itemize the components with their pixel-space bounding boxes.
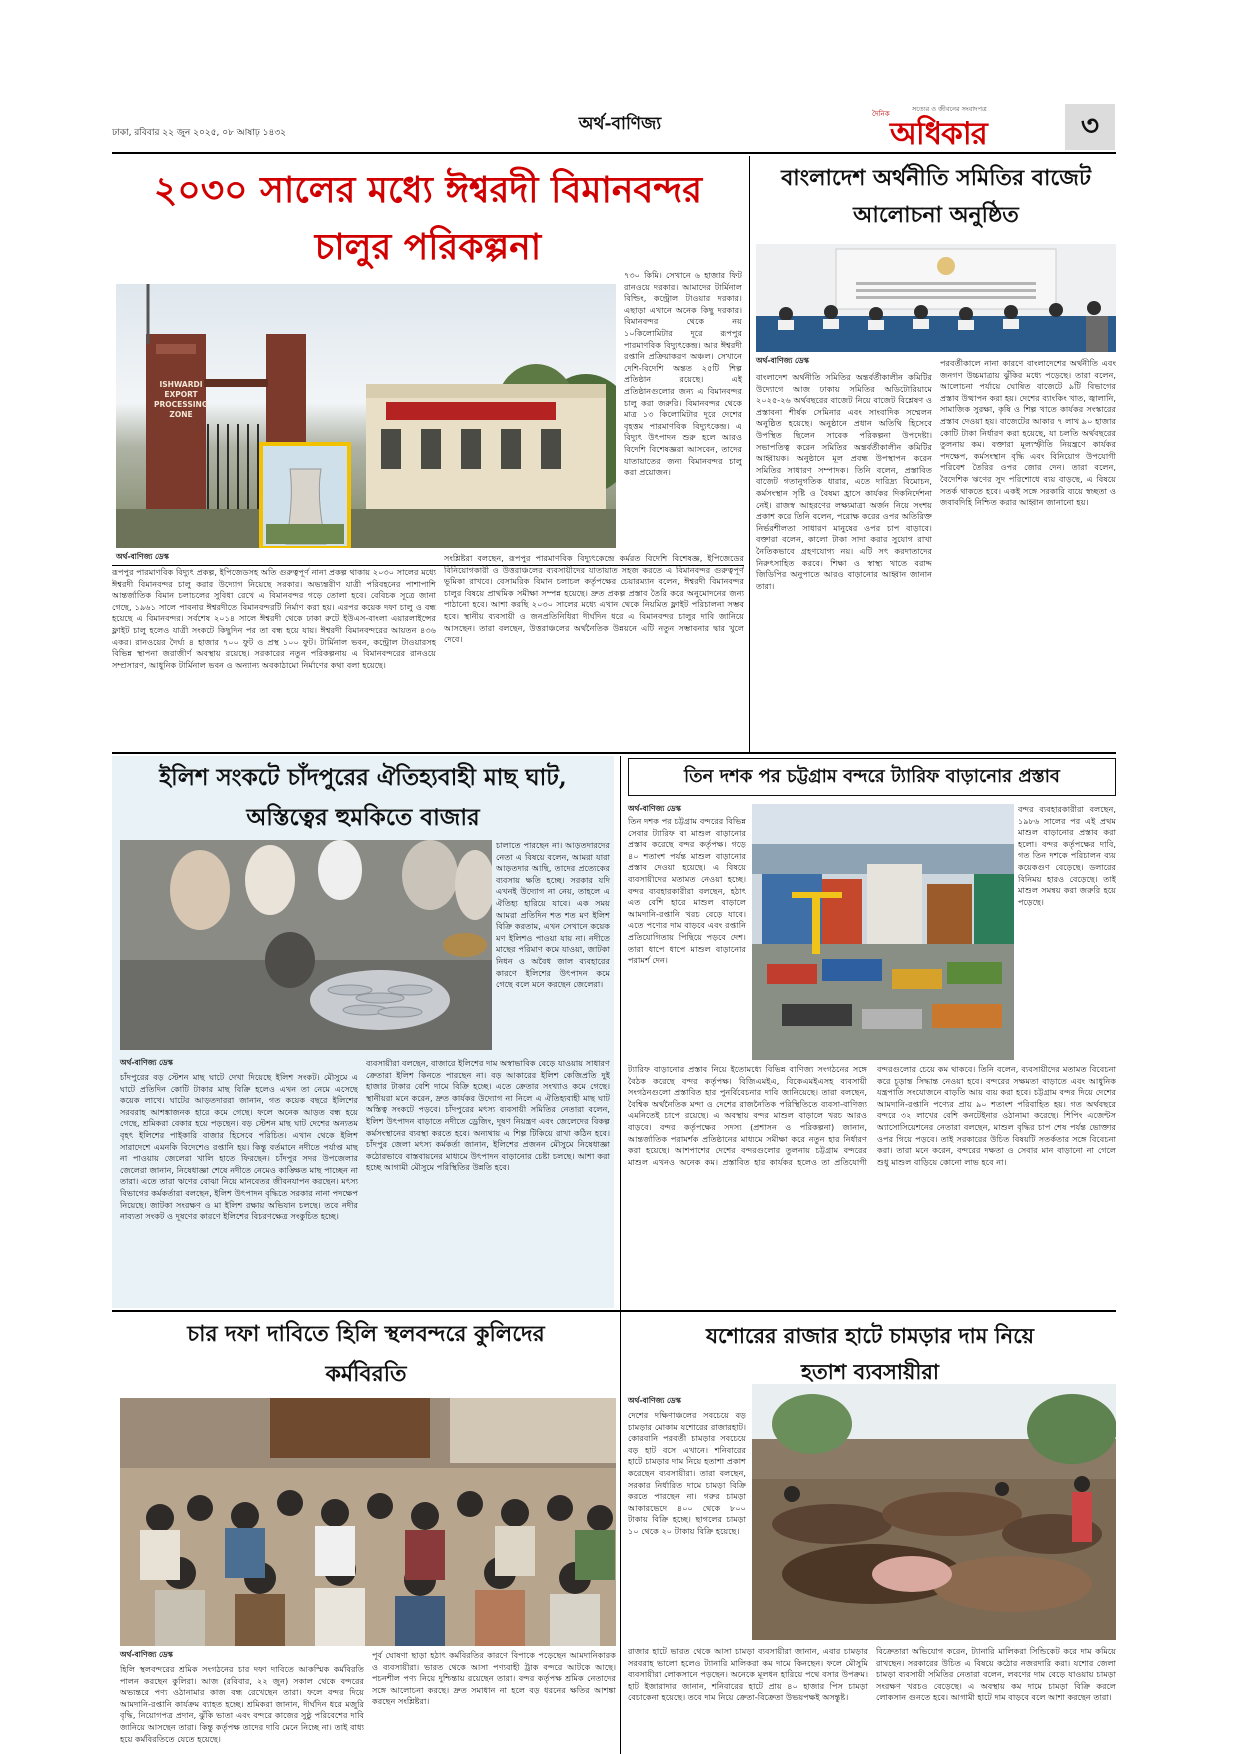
story6-headline-line2: হতাশ ব্যবসায়ীরা	[800, 1359, 940, 1384]
story1-side-column: ৭৩০ কিমি। সেখানে ৬ হাজার ফিট রানওয়ে দরকার। আমাদের টার্মিনাল বিল্ডিং, কন্ট্রোল টাওয়ার দরকার। এছাড়া এখানে অনেক কিছু দরকার। বিমানবন্দর থেকে নয় ১০কিলোমিটার দূরে রূপপুর পারমাণবিক বিদ্যুৎকেন্দ্র। আর ঈশ্বরদী রপ্তানি প্রক্রিয়াকরণ অঞ্চল। সেখানে দেশি-বিদেশি অন্তত ২৫টি শিল্প প্রতিষ্ঠান রয়েছে। এই প্রতিষ্ঠানগুলোর জন্য এ বিমানবন্দর চালু করা জরুরি। বিমানবন্দর থেকে মাত্র ১৩ কিলোমিটার দূরে দেশের বৃহত্তম পারমাণবিক বিদ্যুৎকেন্দ্র। এ বিদ্যুৎ উৎপাদন শুরু হলে আরও বিদেশি বিশেষজ্ঞরা আসবেন, তাদের যাতায়াতের জন্য বিমানবন্দর চালু করা প্রয়োজন।	[624, 270, 742, 478]
photo-sign-line3: ZONE	[169, 410, 193, 419]
story2-caption: অর্থ-বাণিজ্য ডেস্ক	[756, 356, 809, 365]
story6-body-col1: রাজার হাটে ভারত থেকে আসা চামড়া ব্যবসায়ীরা জানান, এবার চামড়ার সরবরাহ ভালো হলেও ট্যানারি মালিকরা কম দামে কিনছেন। ফলে মৌসুমি ব্যবসায়ীরা লোকসানে পড়ছেন। অনেকে মূলধন হারিয়ে পথে বসার উপক্রম। হাট ইজারাদার জানান, শনিবারের হাটে প্রায় ৪০ হাজার পিস চামড়া বেচাকেনা হয়েছে। তবে দাম নিয়ে ক্রেতা-বিক্রেতা উভয়পক্ষই অসন্তুষ্ট।	[628, 1646, 868, 1703]
story3-photo	[120, 840, 492, 1050]
story4-right-column-text: বন্দর ব্যবহারকারীরা বলছেন, ১৯৮৬ সালের পর এই প্রথম মাশুল বাড়ানোর প্রস্তাব করা হলো। বন্দর কর্তৃপক্ষের দাবি, গত তিন দশকে পরিচালন ব্যয় কয়েকগুণ বেড়েছে। ডলারের বিনিময় হারও বেড়েছে। তাই মাশুল সমন্বয় করা জরুরি হয়ে পড়েছে।	[1018, 804, 1116, 907]
story4-headline: তিন দশক পর চট্টগ্রাম বন্দরে ট্যারিফ বাড়ানোর প্রস্তাব	[684, 766, 1060, 787]
story3-headline-line2: অস্তিত্বের হুমকিতে বাজার	[246, 804, 480, 831]
story3-body-col1: চাঁদপুরের বড় স্টেশন মাছ ঘাটে দেখা দিয়েছে ইলিশ সংকট। মৌসুমে এ ঘাটে প্রতিদিন কোটি টাকার মাছ বিক্রি হলেও এখন তা নেমে এসেছে কয়েক লাখে। ঘাটের আড়তদাররা জানান, গত কয়েক বছরে ইলিশের সরবরাহ আশঙ্কাজনক হারে কমে গেছে। ফলে অনেক আড়ত বন্ধ হয়ে গেছে, শ্রমিকরা বেকার হয়ে পড়ছেন। বড় স্টেশন মাছ ঘাট দেশের অন্যতম বৃহৎ ইলিশের পাইকারি বাজার হিসেবে পরিচিত। এখান থেকে ইলিশ সারাদেশে এমনকি বিদেশেও রপ্তানি হয়। কিন্তু বর্তমানে নদীতে পর্যাপ্ত মাছ না পাওয়ায় জেলেরা খালি হাতে ফিরছেন। চাঁদপুর সদর উপজেলার জেলেরা জানান, নিষেধাজ্ঞা শেষে নদীতে নেমেও কাঙ্ক্ষিত মাছ পাচ্ছেন না তারা। এতে তারা ঋণের বোঝা নিয়ে মানবেতর জীবনযাপন করছেন। মৎস্য বিভাগের কর্মকর্তারা বলছেন, ইলিশ উৎপাদন বৃদ্ধিতে সরকার নানা পদক্ষেপ নিয়েছে। জাটকা সংরক্ষণ ও মা ইলিশ রক্ষায় অভিযান চলছে। তবে নদীর নাব্যতা সংকট ও দূষণের কারণে ইলিশের বিচরণক্ষেত্র সংকুচিত হচ্ছে।	[120, 1072, 358, 1222]
story3-headline	[112, 758, 614, 838]
story1-body-col1: রূপপুর পারমাণবিক বিদ্যুৎ প্রকল্প, ইপিজেডসহ অতি গুরুত্বপূর্ণ নানা প্রকল্প থাকায় ২০৩০ সালের মধ্যে ঈশ্বরদী বিমানবন্দর চালু করার উদ্যোগ নিয়েছে সরকার। অভ্যন্তরীণ যাত্রী পরিবহনের পাশাপাশি আন্তর্জাতিক বিমান চলাচলের সুবিধা রেখে এ বিমানবন্দর গড়ে তোলা হবে। বেবিচক সূত্রে জানা গেছে, ১৯৬১ সালে পাবনার ঈশ্বরদীতে বিমানবন্দরটি নির্মাণ করা হয়। এরপর কয়েক দফা চালু ও বন্ধ হয়েছে এ বিমানবন্দর। সর্বশেষ ২০১৪ সালে ঈশ্বরদী থেকে ঢাকা রুটে ইউএস-বাংলা এয়ারলাইন্সের ফ্লাইট চালু হলেও যাত্রী সংকটে কিছুদিন পর তা বন্ধ হয়ে যায়। ঈশ্বরদী বিমানবন্দরের আয়তন ৪৩৬ একর। রানওয়ের দৈর্ঘ্য ৪ হাজার ৭০০ ফুট ও প্রস্থ ১০০ ফুট। টার্মিনাল ভবন, কন্ট্রোল টাওয়ারসহ বিভিন্ন স্থাপনা জরাজীর্ণ অবস্থায় রয়েছে। সরকারের নতুন পরিকল্পনায় এ বিমানবন্দরের রানওয়ে সম্প্রসারণ, আধুনিক টার্মিনাল ভবন ও অন্যান্য অবকাঠামো নির্মাণের কথা বলা হয়েছে।	[112, 567, 436, 670]
dateline: ঢাকা, রবিবার ২২ জুন ২০২৫, ০৮ আষাঢ় ১৪৩২	[112, 128, 287, 138]
story1-headline	[112, 162, 744, 276]
story4-headline-box	[628, 758, 1116, 796]
story2-headline	[754, 160, 1118, 234]
story2-headline-line2: আলোচনা অনুষ্ঠিত	[853, 202, 1019, 228]
story6-caption: অর্থ-বাণিজ্য ডেস্ক	[628, 1396, 681, 1405]
story2-photo	[756, 244, 1116, 352]
story6-body-col2: বিক্রেতারা অভিযোগ করেন, ট্যানারি মালিকরা সিন্ডিকেট করে দাম কমিয়ে রাখছেন। সরকারের উচিত এ বিষয়ে কঠোর নজরদারি করা। যশোর জেলা চামড়া ব্যবসায়ী সমিতির নেতারা বলেন, লবণের দাম বেড়ে যাওয়ায় চামড়া সংরক্ষণ খরচও বেড়েছে। এ অবস্থায় কম দামে চামড়া বিক্রি করলে লোকসান গুনতে হবে। আগামী হাটে দাম বাড়বে বলে আশা করছেন তারা।	[876, 1646, 1116, 1703]
photo-sign-text	[152, 380, 210, 420]
column-divider-mid	[620, 756, 621, 1754]
story6-photo	[752, 1384, 1116, 1640]
story6-headline-line1: যশোরের রাজার হাটে চামড়ার দাম নিয়ে	[705, 1323, 1035, 1348]
story4-photo	[752, 804, 1014, 1060]
page-number: ৩	[1080, 108, 1100, 142]
story3-headline-line1: ইলিশ সংকটে চাঁদপুরের ঐতিহ্যবাহী মাছ ঘাট,	[159, 764, 567, 791]
logo-tagline: সত্যের ও জীবনের সংবাদপত্র	[912, 105, 987, 113]
masthead-rule	[112, 152, 1116, 154]
story1-headline-line1: ২০৩০ সালের মধ্যে ঈশ্বরদী বিমানবন্দর	[153, 169, 703, 211]
story5-caption: অর্থ-বাণিজ্য ডেস্ক	[120, 1650, 173, 1659]
story5-headline	[112, 1314, 620, 1394]
story4-left-column: তিন দশক পর চট্টগ্রাম বন্দরের বিভিন্ন সেবার ট্যারিফ বা মাশুল বাড়ানোর প্রস্তাব করেছে বন্দর কর্তৃপক্ষ। গড়ে ৪০ শতাংশ পর্যন্ত মাশুল বাড়ানোর প্রস্তাব দেওয়া হয়েছে। এ বিষয়ে ব্যবসায়ীদের মতামত নেওয়া হচ্ছে। বন্দর ব্যবহারকারীরা বলছেন, হঠাৎ এত বেশি হারে মাশুল বাড়ালে আমদানি-রপ্তানি খরচ বেড়ে যাবে। এতে পণ্যের দাম বাড়বে এবং রপ্তানি প্রতিযোগিতায় পিছিয়ে পড়বে দেশ। তারা ধাপে ধাপে মাশুল বাড়ানোর পরামর্শ দেন।	[628, 816, 746, 966]
newspaper-logo	[872, 104, 1047, 152]
section-title: অর্থ-বাণিজ্য	[578, 114, 662, 134]
story1-photo	[116, 284, 616, 548]
logo-small-text: দৈনিক	[872, 110, 890, 118]
photo-sign-line1: ISHWARDI	[159, 380, 203, 389]
story4-caption: অর্থ-বাণিজ্য ডেস্ক	[628, 804, 681, 813]
story6-headline	[624, 1318, 1116, 1390]
photo-sign-line2: EXPORT PROCESSING	[154, 390, 208, 409]
story2-headline-line1: বাংলাদেশ অর্থনীতি সমিতির বাজেট	[781, 165, 1091, 191]
story5-photo	[120, 1398, 616, 1646]
story5-headline-line1: চার দফা দাবিতে হিলি স্থলবন্দরে কুলিদের	[187, 1321, 545, 1347]
story5-headline-line2: কর্মবিরতি	[325, 1361, 407, 1387]
column-divider-top	[749, 156, 750, 752]
story2-body-col1: বাংলাদেশ অর্থনীতি সমিতির অন্তর্বর্তীকালীন কমিটির উদ্যোগে আজ ঢাকায় সমিতির অডিটোরিয়ামে ২০২৫-২৬ অর্থবছরের বাজেট নিয়ে বাজেট বিশ্লেষণ ও প্রস্তাবনা শীর্ষক সেমিনার এবং সাংবাদিক সম্মেলন অনুষ্ঠিত হয়েছে। অনুষ্ঠানে প্রধান অতিথি হিসেবে উপস্থিত ছিলেন সাবেক পরিকল্পনা উপদেষ্টা। সভাপতিত্ব করেন সমিতির অন্তর্বর্তীকালীন কমিটির আহ্বায়ক। অনুষ্ঠানে মূল প্রবন্ধ উপস্থাপন করেন সমিতির সাধারণ সম্পাদক। তিনি বলেন, প্রস্তাবিত বাজেট গতানুগতিক ধারার, এতে দারিদ্র্য বিমোচন, কর্মসংস্থান সৃষ্টি ও বৈষম্য হ্রাসে কার্যকর দিকনির্দেশনা নেই। রাজস্ব আহরণের লক্ষ্যমাত্রা অর্জন নিয়ে সংশয় প্রকাশ করে তিনি বলেন, পরোক্ষ করের ওপর অতিরিক্ত নির্ভরশীলতা সাধারণ মানুষের ওপর চাপ বাড়াবে। বক্তারা বলেন, কালো টাকা সাদা করার সুযোগ রাখা নৈতিকভাবে গ্রহণযোগ্য নয়। এটি সৎ করদাতাদের নিরুৎসাহিত করবে। শিক্ষা ও স্বাস্থ্য খাতে বরাদ্দ জিডিপির অনুপাতে আরও বাড়ানোর আহ্বান জানান তারা।	[756, 372, 932, 591]
story5-body-col2: পূর্ব ঘোষণা ছাড়া হঠাৎ কর্মবিরতির কারণে বিপাকে পড়েছেন আমদানিকারক ও ব্যবসায়ীরা। ভারত থেকে আসা পণ্যবাহী ট্রাক বন্দরে আটকে আছে। পচনশীল পণ্য নিয়ে দুশ্চিন্তায় রয়েছেন তারা। বন্দর কর্তৃপক্ষ শ্রমিক নেতাদের সঙ্গে আলোচনা করছে। দ্রুত সমাধান না হলে বড় ধরনের ক্ষতির আশঙ্কা করছেন সংশ্লিষ্টরা।	[372, 1650, 616, 1707]
lower-rule-right	[620, 1310, 1116, 1312]
story4-body: ট্যারিফ বাড়ানোর প্রস্তাব নিয়ে ইতোমধ্যে বিভিন্ন বাণিজ্য সংগঠনের সঙ্গে বৈঠক করেছে বন্দর কর্তৃপক্ষ। বিজিএমইএ, বিকেএমইএসহ ব্যবসায়ী সংগঠনগুলো প্রস্তাবিত হার পুনর্বিবেচনার দাবি জানিয়েছে। তারা বলছেন, বৈশ্বিক অর্থনৈতিক মন্দা ও দেশের রাজনৈতিক পরিস্থিতিতে ব্যবসা-বাণিজ্য এমনিতেই চাপে রয়েছে। এ অবস্থায় বন্দর মাশুল বাড়ালে খরচ আরও বাড়বে। বন্দর কর্তৃপক্ষের সদস্য (প্রশাসন ও পরিকল্পনা) জানান, আন্তর্জাতিক পরামর্শক প্রতিষ্ঠানের মাধ্যমে সমীক্ষা করে নতুন হার নির্ধারণ করা হয়েছে। আশপাশের দেশের বন্দরগুলোর তুলনায় চট্টগ্রাম বন্দরের মাশুল এখনও অনেক কম। প্রস্তাবিত হার কার্যকর হলেও তা প্রতিযোগী বন্দরগুলোর চেয়ে কম থাকবে। তিনি বলেন, ব্যবসায়ীদের মতামত বিবেচনা করে চূড়ান্ত সিদ্ধান্ত নেওয়া হবে। বন্দরের সক্ষমতা বাড়াতে এবং আধুনিক যন্ত্রপাতি সংযোজনে বাড়তি আয় ব্যয় করা হবে। চট্টগ্রাম বন্দর দিয়ে দেশের আমদানি-রপ্তানি পণ্যের প্রায় ৯০ শতাংশ পরিবাহিত হয়। গত অর্থবছরে বন্দরে ৩২ লাখের বেশি কনটেইনার ওঠানামা করেছে। শিপিং এজেন্টস অ্যাসোসিয়েশনের নেতারা বলছেন, মাশুল বৃদ্ধির চাপ শেষ পর্যন্ত ভোক্তার ওপর গিয়ে পড়বে। তাই সরকারের উচিত বিষয়টি সতর্কতার সঙ্গে বিবেচনা করা। তারা মনে করেন, বন্দরের দক্ষতা ও সেবার মান বাড়ানো না গেলে শুধু মাশুল বাড়িয়ে কোনো লাভ হবে না।	[628, 1064, 1116, 1167]
page-number-box	[1065, 104, 1115, 150]
story1-body-col2: সংশ্লিষ্টরা বলছেন, রূপপুর পারমাণবিক বিদ্যুৎকেন্দ্রে কর্মরত বিদেশি বিশেষজ্ঞ, ইপিজেডের বিনিয়োগকারী ও উত্তরাঞ্চলের ব্যবসায়ীদের যাতায়াত সহজ করতে এ বিমানবন্দর গুরুত্বপূর্ণ ভূমিকা রাখবে। বেসামরিক বিমান চলাচল কর্তৃপক্ষের চেয়ারম্যান বলেন, ঈশ্বরদী বিমানবন্দর চালুর বিষয়ে প্রাথমিক সমীক্ষা সম্পন্ন হয়েছে। দ্রুত প্রকল্প প্রস্তাব তৈরি করে অনুমোদনের জন্য পাঠানো হবে। আশা করছি ২০৩০ সালের মধ্যে এখান থেকে নিয়মিত ফ্লাইট পরিচালনা সম্ভব হবে। স্থানীয় ব্যবসায়ী ও জনপ্রতিনিধিরা দীর্ঘদিন ধরে এ বিমানবন্দর চালুর দাবি জানিয়ে আসছেন। তারা বলছেন, উত্তরাঞ্চলের অর্থনৈতিক উন্নয়নে এটি নতুন সম্ভাবনার দ্বার খুলে দেবে।	[444, 553, 744, 645]
story1-caption: অর্থ-বাণিজ্য ডেস্ক	[116, 552, 169, 561]
story3-side-column: চালাতে পারছেন না। আড়তদারদের নেতা এ বিষয়ে বলেন, আমরা যারা আড়তদার আছি, তাদের প্রত্যেকের ব্যবসায় ক্ষতি হচ্ছে। সরকার যদি এখনই উদ্যোগ না নেয়, তাহলে এ ঐতিহ্য হারিয়ে যাবে। এক সময় আমরা প্রতিদিন শত শত মণ ইলিশ বিক্রি করতাম, এখন সেখানে কয়েক মণ ইলিশও পাওয়া যায় না। নদীতে মাছের পরিমাণ কমে যাওয়া, জাটকা নিধন ও অবৈধ জাল ব্যবহারের কারণে ইলিশের উৎপাদন কমে গেছে বলে মনে করছেন জেলেরা।	[496, 840, 610, 990]
story1-headline-line2: চালুর পরিকল্পনা	[314, 226, 542, 268]
story3-body-col2: ব্যবসায়ীরা বলছেন, বাজারে ইলিশের দাম অস্বাভাবিক বেড়ে যাওয়ায় সাধারণ ক্রেতারা ইলিশ কিনতে পারছেন না। বড় আকারের ইলিশ কেজিপ্রতি দুই হাজার টাকার বেশি দামে বিক্রি হচ্ছে। এতে ক্রেতার সংখ্যাও কমে গেছে। স্থানীয়রা মনে করেন, দ্রুত কার্যকর উদ্যোগ না নিলে এ ঐতিহ্যবাহী মাছ ঘাট অস্তিত্ব সংকটে পড়বে। চাঁদপুরের মৎস্য ব্যবসায়ী সমিতির নেতারা বলেন, ইলিশ উৎপাদন বাড়াতে নদীতে ড্রেজিং, দূষণ নিয়ন্ত্রণ এবং জেলেদের বিকল্প কর্মসংস্থানের ব্যবস্থা করতে হবে। অন্যথায় এ শিল্প টিকিয়ে রাখা কঠিন হবে। চাঁদপুর জেলা মৎস্য কর্মকর্তা জানান, ইলিশের প্রজনন মৌসুমে নিষেধাজ্ঞা কঠোরভাবে বাস্তবায়নের মাধ্যমে উৎপাদন বাড়ানোর চেষ্টা চলছে। আশা করা হচ্ছে আগামী মৌসুমে পরিস্থিতির উন্নতি হবে।	[366, 1058, 610, 1173]
logo-wordmark: অধিকার	[890, 116, 987, 152]
story2-body-col2: পরবর্তীকালে নানা কারণে বাংলাদেশের অর্থনীতি এবং জনগণ উচ্চমাত্রায় ঝুঁকির মধ্যে পড়েছে। তারা বলেন, আলোচনা পর্যায়ে ঘোষিত বাজেটে ৯টি বিভাগের প্রস্তাব উত্থাপন করা হয়। দেশের ব্যাংকিং খাত, জ্বালানি, সামাজিক সুরক্ষা, কৃষি ও শিল্প খাতে কার্যকর সংস্কারের প্রস্তাব দেওয়া হয়। বাজেটের আকার ৭ লাখ ৯০ হাজার কোটি টাকা নির্ধারণ করা হয়েছে, যা চলতি অর্থবছরের তুলনায় কম। বক্তারা মূল্যস্ফীতি নিয়ন্ত্রণে কার্যকর পদক্ষেপ, কর্মসংস্থান বৃদ্ধি এবং বিনিয়োগ উপযোগী পরিবেশ তৈরির ওপর জোর দেন। তারা বলেন, বৈদেশিক ঋণের সুদ পরিশোধে ব্যয় বাড়ছে, এ বিষয়ে সতর্ক থাকতে হবে। একই সঙ্গে সরকারি ব্যয়ে স্বচ্ছতা ও জবাবদিহি নিশ্চিত করার আহ্বান জানানো হয়।	[940, 358, 1116, 508]
story6-side-column: দেশের দক্ষিণাঞ্চলের সবচেয়ে বড় চামড়ার মোকাম যশোরের রাজারহাট। কোরবানি পরবর্তী চামড়ার সবচেয়ে বড় হাট বসে এখানে। শনিবারের হাটে চামড়ার দাম নিয়ে হতাশা প্রকাশ করেছেন ব্যবসায়ীরা। তারা বলছেন, সরকার নির্ধারিত দামে চামড়া বিক্রি করতে পারছেন না। গরুর চামড়া আকারভেদে ৪০০ থেকে ৮০০ টাকায় বিক্রি হচ্ছে। ছাগলের চামড়া ১০ থেকে ২০ টাকায় বিক্রি হয়েছে।	[628, 1410, 746, 1536]
lower-rule-left	[112, 1310, 620, 1312]
story5-body-col1: হিলি স্থলবন্দরের শ্রমিক সংগঠনের চার দফা দাবিতে আকস্মিক কর্মবিরতি পালন করছেন কুলিরা। আজ (রবিবার, ২২ জুন) সকাল থেকে বন্দরের অভ্যন্তরে পণ্য ওঠানামার কাজ বন্ধ রেখেছেন তারা। ফলে বন্দর দিয়ে আমদানি-রপ্তানি কার্যক্রম ব্যাহত হচ্ছে। শ্রমিকরা জানান, দীর্ঘদিন ধরে মজুরি বৃদ্ধি, নিয়োগপত্র প্রদান, ঝুঁকি ভাতা এবং বন্দরে কাজের সুষ্ঠু পরিবেশের দাবি জানিয়ে আসছেন তারা। কিন্তু কর্তৃপক্ষ তাদের দাবি মেনে নিচ্ছে না। তাই বাধ্য হয়ে কর্মবিরতিতে যেতে হয়েছে।	[120, 1664, 364, 1744]
mid-rule	[112, 752, 1116, 754]
story3-caption: অর্থ-বাণিজ্য ডেস্ক	[120, 1058, 173, 1067]
